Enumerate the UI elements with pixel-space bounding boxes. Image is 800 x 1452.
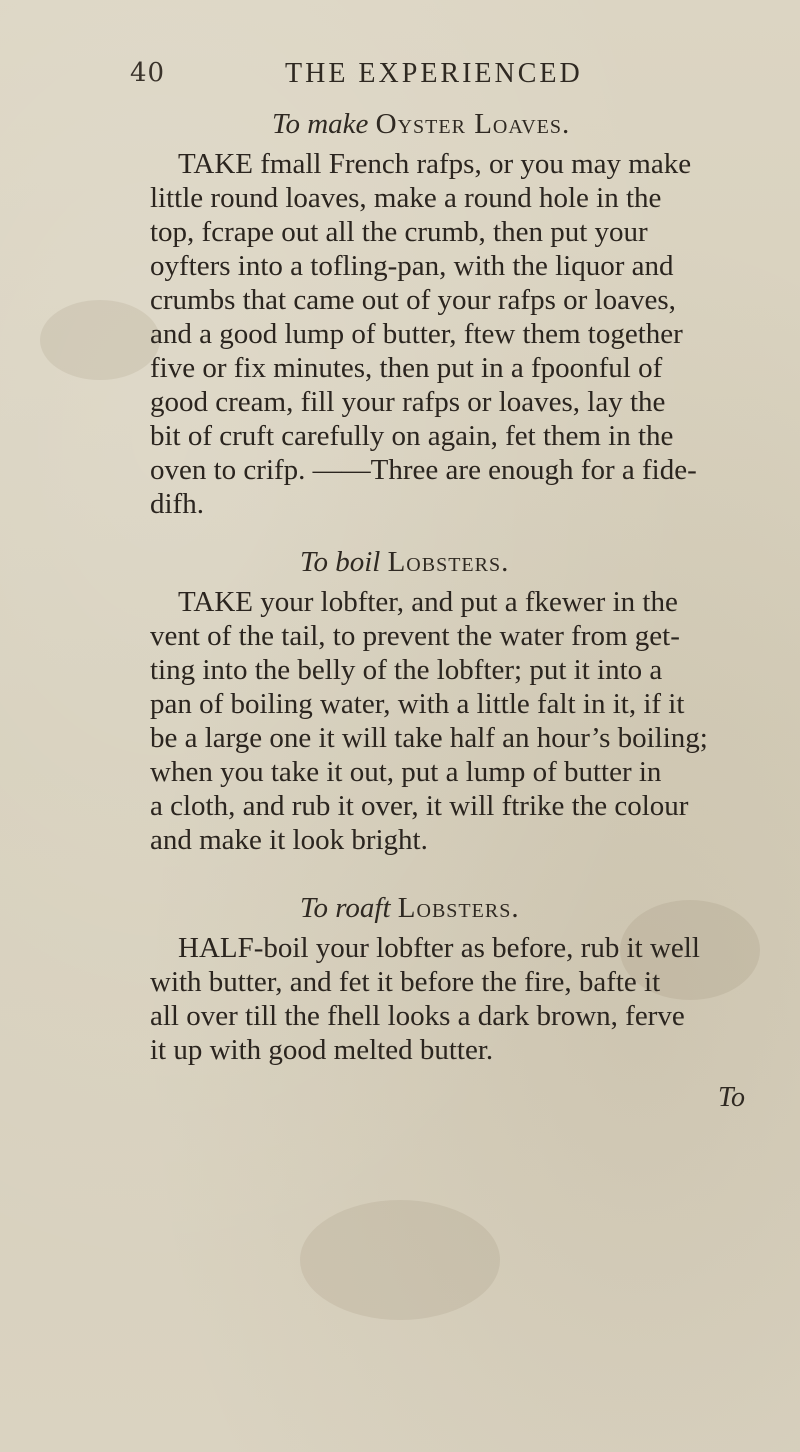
body-line: it up with good melted butter. xyxy=(150,1034,494,1066)
body-line: top, fcrape out all the crumb, then put your xyxy=(150,216,648,248)
recipe-title-roast-lobsters xyxy=(300,892,520,925)
running-head: THE EXPERIENCED xyxy=(285,58,583,89)
paper-stain xyxy=(300,1200,500,1320)
body-line: TAKE fmall French rafps, or you may make xyxy=(178,148,692,180)
recipe-title-oyster-loaves xyxy=(272,108,570,141)
page-number: 40 xyxy=(130,58,166,88)
paper-stain xyxy=(40,300,160,380)
body-line: TAKE your lobfter, and put a fkewer in the xyxy=(178,586,678,618)
body-line: five or fix minutes, then put in a fpoonful of xyxy=(150,352,663,384)
recipe-title-prefix: To roaft xyxy=(300,892,391,924)
recipe-title-prefix: To make xyxy=(272,108,369,140)
body-line: and make it look bright. xyxy=(150,824,428,856)
body-line: little round loaves, make a round hole in the xyxy=(150,182,662,214)
recipe-title-main: Lobsters. xyxy=(387,546,510,578)
body-line: when you take it out, put a lump of butter in xyxy=(150,756,662,788)
body-line: vent of the tail, to prevent the water from get- xyxy=(150,620,680,652)
body-line: good cream, fill your rafps or loaves, lay the xyxy=(150,386,666,418)
catchword: To xyxy=(718,1082,746,1113)
recipe-title-main: Oyster Loaves. xyxy=(375,108,571,140)
body-line: difh. xyxy=(150,488,204,520)
body-line: with butter, and fet it before the fire, bafte it xyxy=(150,966,661,998)
page-header xyxy=(130,58,690,98)
body-line: pan of boiling water, with a little falt in it, if it xyxy=(150,688,685,720)
body-line: oyfters into a tofling-pan, with the liquor and xyxy=(150,250,674,282)
body-line: bit of cruft carefully on again, fet them in the xyxy=(150,420,674,452)
body-line: crumbs that came out of your rafps or loaves, xyxy=(150,284,676,316)
body-line: oven to crifp. ——Three are enough for a fide- xyxy=(150,454,697,486)
body-line: HALF-boil your lobfter as before, rub it well xyxy=(178,932,700,964)
body-line: ting into the belly of the lobfter; put it into a xyxy=(150,654,663,686)
body-line: all over till the fhell looks a dark brown, ferve xyxy=(150,1000,685,1032)
body-line: and a good lump of butter, ftew them together xyxy=(150,318,683,350)
recipe-title-prefix: To boil xyxy=(300,546,381,578)
recipe-title-main: Lobsters. xyxy=(397,892,520,924)
body-line: a cloth, and rub it over, it will ftrike the colour xyxy=(150,790,689,822)
body-line: be a large one it will take half an hour’s boiling; xyxy=(150,722,708,754)
recipe-title-boil-lobsters xyxy=(300,546,509,579)
